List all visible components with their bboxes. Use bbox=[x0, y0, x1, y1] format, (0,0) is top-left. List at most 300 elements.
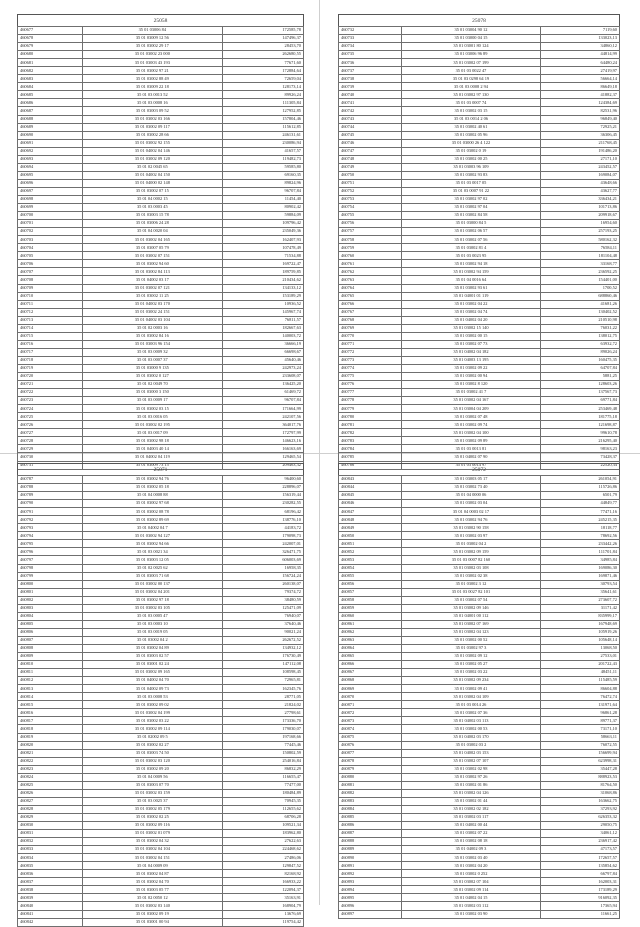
amount-cell: 89771,37 bbox=[540, 717, 619, 725]
record-id-cell: 460889 bbox=[339, 846, 402, 854]
account-code-cell: 35 01 03003 05 77 bbox=[82, 886, 223, 894]
record-id-cell: 460740 bbox=[339, 91, 402, 99]
amount-cell: 162003,31 bbox=[540, 878, 619, 886]
table-row bbox=[339, 540, 620, 548]
amount-cell: 35163,91 bbox=[223, 894, 304, 902]
account-code-cell: 35 01 03000 04 15 bbox=[402, 35, 540, 43]
amount-cell: 105919,26 bbox=[540, 628, 619, 636]
table-row bbox=[18, 228, 304, 236]
account-code-cell: 35 01 03002 04 87 bbox=[82, 870, 223, 878]
record-id-cell: 460871 bbox=[339, 701, 402, 709]
record-id-cell: 460838 bbox=[18, 886, 83, 894]
record-id-cell: 460690 bbox=[18, 131, 83, 139]
record-id-cell: 460686 bbox=[18, 99, 83, 107]
account-code-cell: 35 01 03002 07 56 bbox=[402, 236, 540, 244]
amount-cell: 11661,25 bbox=[540, 910, 619, 918]
account-code-cell: 35 01 03002 3 12 bbox=[402, 580, 540, 588]
record-id-cell: 460872 bbox=[339, 709, 402, 717]
record-id-cell: 460832 bbox=[18, 838, 83, 846]
amount-cell: 22520,34 bbox=[540, 461, 619, 469]
record-id-cell: 460747 bbox=[339, 147, 402, 155]
record-id-cell: 460778 bbox=[339, 397, 402, 405]
table-row bbox=[18, 644, 304, 652]
record-id-cell: 460792 bbox=[18, 516, 83, 524]
amount-cell: 70945,35 bbox=[223, 797, 304, 805]
record-id-cell: 460725 bbox=[18, 413, 83, 421]
amount-cell: 167948,69 bbox=[540, 620, 619, 628]
table-row bbox=[339, 878, 620, 886]
amount-cell: 38480,59 bbox=[223, 596, 304, 604]
account-code-cell: 35 01 03002 73 40 bbox=[402, 484, 540, 492]
table-row bbox=[339, 636, 620, 644]
amount-cell: 1700,52 bbox=[540, 284, 619, 292]
account-code-cell: 35 01 03002 06 57 bbox=[402, 228, 540, 236]
record-id-cell: 460853 bbox=[339, 556, 402, 564]
amount-cell: 44849,77 bbox=[540, 500, 619, 508]
amount-cell: 172797,99 bbox=[223, 429, 304, 437]
record-id-cell: 460777 bbox=[339, 389, 402, 397]
account-code-cell: 35 01 03002 81 4 bbox=[402, 244, 540, 252]
record-id-cell: 460782 bbox=[339, 429, 402, 437]
record-id-cell: 460847 bbox=[339, 508, 402, 516]
account-code-cell: 35 01 03002 94 159 bbox=[402, 268, 540, 276]
record-id-cell: 460892 bbox=[339, 870, 402, 878]
record-id-cell: 460893 bbox=[339, 878, 402, 886]
account-code-cell: 35 01 03002 03 140 bbox=[82, 902, 223, 910]
account-code-cell: 35 01 03002 90 158 bbox=[402, 524, 540, 532]
amount-cell: 6501,79 bbox=[540, 492, 619, 500]
table-row bbox=[18, 757, 304, 765]
amount-cell: 163662,75 bbox=[540, 797, 619, 805]
record-id-cell: 460878 bbox=[339, 757, 402, 765]
table-row bbox=[339, 572, 620, 580]
ledger-table bbox=[338, 26, 620, 470]
amount-cell: 134932,12 bbox=[223, 644, 304, 652]
record-id-cell: 460682 bbox=[18, 67, 83, 75]
table-row bbox=[18, 83, 304, 91]
record-id-cell: 460721 bbox=[18, 381, 83, 389]
account-code-cell: 35 01 04002 03 170 bbox=[402, 733, 540, 741]
amount-cell: 98163,23 bbox=[540, 445, 619, 453]
table-row bbox=[339, 373, 620, 381]
account-code-cell: 35 01 03006 24 28 bbox=[82, 220, 223, 228]
record-id-cell: 460771 bbox=[339, 340, 402, 348]
amount-cell: 13676,69 bbox=[223, 910, 304, 918]
record-id-cell: 460828 bbox=[18, 805, 83, 813]
amount-cell: 44183,72 bbox=[223, 524, 304, 532]
table-row bbox=[18, 797, 304, 805]
table-row bbox=[339, 733, 620, 741]
amount-cell: 72925,21 bbox=[540, 123, 619, 131]
amount-cell: 18118,77 bbox=[540, 524, 619, 532]
amount-cell: 34061,12 bbox=[540, 830, 619, 838]
table-row bbox=[18, 316, 304, 324]
record-id-cell: 460808 bbox=[18, 644, 83, 652]
account-code-cell: 35 01 03 0007 91 22 bbox=[402, 187, 540, 195]
account-code-cell: 35 01 03 0007 82 160 bbox=[402, 556, 540, 564]
account-code-cell: 35 01 03003 09 52 bbox=[82, 107, 223, 115]
account-code-cell: 35 01 03 0025 37 bbox=[82, 797, 223, 805]
amount-cell: 45640,46 bbox=[223, 356, 304, 364]
table-row bbox=[18, 693, 304, 701]
account-code-cell: 35 01 03002 09 89 bbox=[402, 437, 540, 445]
record-id-cell: 460711 bbox=[18, 300, 83, 308]
amount-cell: 71534,88 bbox=[223, 252, 304, 260]
record-id-cell: 460806 bbox=[18, 628, 83, 636]
account-code-cell: 35 01 04003 40 14 bbox=[82, 445, 223, 453]
amount-cell: 172884,64 bbox=[223, 67, 304, 75]
record-id-cell: 460688 bbox=[18, 115, 83, 123]
account-code-cell: 35 01 03 0019 05 bbox=[82, 628, 223, 636]
amount-cell: 150802,59 bbox=[223, 749, 304, 757]
record-id-cell: 460761 bbox=[339, 260, 402, 268]
account-code-cell: 35 01 03002 04 20 bbox=[402, 862, 540, 870]
amount-cell: 166163,69 bbox=[223, 445, 304, 453]
account-code-cell: 35 01 03002 02 98 bbox=[402, 765, 540, 773]
amount-cell: 76584,11 bbox=[540, 244, 619, 252]
amount-cell: 242973,24 bbox=[223, 364, 304, 372]
amount-cell: 179098,73 bbox=[223, 532, 304, 540]
record-id-cell: 460722 bbox=[18, 389, 83, 397]
account-code-cell: 35 01 03002 08 78 bbox=[82, 508, 223, 516]
amount-cell: 176730,49 bbox=[223, 653, 304, 661]
record-id-cell: 460827 bbox=[18, 797, 83, 805]
amount-cell: 82531,96 bbox=[540, 107, 619, 115]
account-code-cell: 35 01 03002 09 22 bbox=[402, 364, 540, 372]
account-code-cell: 35 01 03002 0 127 bbox=[82, 373, 223, 381]
account-code-cell: 35 01 03002 04 2 bbox=[402, 540, 540, 548]
account-code-cell: 35 01 03002 03 112 bbox=[402, 902, 540, 910]
table-row bbox=[339, 91, 620, 99]
table-row bbox=[339, 749, 620, 757]
amount-cell: 79374,72 bbox=[223, 588, 304, 596]
amount-cell: 68706,28 bbox=[223, 813, 304, 821]
record-id-cell: 460801 bbox=[18, 588, 83, 596]
amount-cell: 121698,87 bbox=[540, 421, 619, 429]
record-id-cell: 460718 bbox=[18, 356, 83, 364]
record-id-cell: 460877 bbox=[339, 749, 402, 757]
account-code-cell: 35 01 03002 97 04 bbox=[402, 204, 540, 212]
amount-cell: 153189,29 bbox=[223, 292, 304, 300]
table-row bbox=[18, 35, 304, 43]
record-id-cell: 460750 bbox=[339, 171, 402, 179]
table-row bbox=[18, 308, 304, 316]
account-code-cell: 35 01 03002 97 18 bbox=[82, 596, 223, 604]
record-id-cell: 460703 bbox=[18, 236, 83, 244]
account-code-cell: 35 01 04002 04 182 bbox=[402, 348, 540, 356]
table-row bbox=[18, 813, 304, 821]
record-id-cell: 460769 bbox=[339, 324, 402, 332]
account-code-cell: 35 01 03000 9 135 bbox=[82, 364, 223, 372]
amount-cell: 72659,04 bbox=[223, 75, 304, 83]
table-row bbox=[18, 429, 304, 437]
amount-cell: 58663,11 bbox=[540, 733, 619, 741]
table-row bbox=[339, 292, 620, 300]
account-code-cell: 35 01 03002 04 167 bbox=[402, 397, 540, 405]
amount-cell: 253469,48 bbox=[540, 405, 619, 413]
account-code-cell: 35 01 03002 02 182 bbox=[402, 805, 540, 813]
amount-cell: 101713,86 bbox=[540, 204, 619, 212]
amount-cell: 73428,37 bbox=[540, 453, 619, 461]
account-code-cell: 35 01 03002 15 140 bbox=[402, 324, 540, 332]
account-code-cell: 35 01 03001 02 24 bbox=[82, 661, 223, 669]
record-id-cell: 460749 bbox=[339, 163, 402, 171]
account-code-cell: 35 01 03002 04 199 bbox=[82, 709, 223, 717]
account-code-cell: 35 01 03003 71 68 bbox=[82, 572, 223, 580]
account-code-cell: 35 01 03002 03 22 bbox=[82, 717, 223, 725]
account-code-cell: 35 01 03006 84 bbox=[82, 27, 223, 35]
record-id-cell: 460720 bbox=[18, 373, 83, 381]
account-code-cell: 35 01 03002 09 146 bbox=[402, 604, 540, 612]
table-row bbox=[339, 316, 620, 324]
table-row bbox=[18, 276, 304, 284]
account-code-cell: 35 01 03 0021 34 bbox=[82, 548, 223, 556]
account-code-cell: 35 01 03000 84 5 bbox=[402, 220, 540, 228]
amount-cell: 254016,84 bbox=[223, 757, 304, 765]
amount-cell: 122094,37 bbox=[223, 886, 304, 894]
account-code-cell: 35 01 04001 00 112 bbox=[402, 612, 540, 620]
table-row bbox=[339, 532, 620, 540]
account-code-cell: 35 01 03002 03 117 bbox=[402, 813, 540, 821]
record-id-cell: 460895 bbox=[339, 894, 402, 902]
amount-cell: 77445,46 bbox=[223, 741, 304, 749]
table-row bbox=[339, 854, 620, 862]
table-row bbox=[339, 187, 620, 195]
amount-cell: 27798,61 bbox=[223, 709, 304, 717]
record-id-cell: 460831 bbox=[18, 830, 83, 838]
amount-cell: 245215,35 bbox=[540, 516, 619, 524]
amount-cell: 77671,60 bbox=[223, 59, 304, 67]
amount-cell: 66797,84 bbox=[540, 870, 619, 878]
account-code-cell: 35 01 03002 09 114 bbox=[82, 725, 223, 733]
record-id-cell: 460816 bbox=[18, 709, 83, 717]
amount-cell: 96861,28 bbox=[540, 709, 619, 717]
table-row bbox=[339, 356, 620, 364]
record-id-cell: 460699 bbox=[18, 204, 83, 212]
account-code-cell: 35 01 03002 07 151 bbox=[82, 252, 223, 260]
account-code-cell: 35 01 03002 09 114 bbox=[402, 886, 540, 894]
amount-cell: 147496,37 bbox=[223, 35, 304, 43]
table-row bbox=[339, 628, 620, 636]
amount-cell: 33168,77 bbox=[540, 260, 619, 268]
table-row bbox=[339, 348, 620, 356]
record-id-cell: 460733 bbox=[339, 35, 402, 43]
record-id-cell: 460881 bbox=[339, 781, 402, 789]
account-code-cell: 35 01 03002 94 18 bbox=[402, 260, 540, 268]
record-id-cell: 460862 bbox=[339, 628, 402, 636]
account-code-cell: 35 01 03002 24 151 bbox=[82, 308, 223, 316]
table-row bbox=[339, 709, 620, 717]
table-row bbox=[18, 252, 304, 260]
account-code-cell: 35 01 03002 04 89 bbox=[82, 644, 223, 652]
table-row bbox=[339, 822, 620, 830]
amount-cell: 16958,35 bbox=[223, 564, 304, 572]
record-id-cell: 460807 bbox=[18, 636, 83, 644]
account-code-cell: 35 01 03002 01 44 bbox=[402, 797, 540, 805]
account-code-cell: 35 01 04002 09 3 bbox=[402, 846, 540, 854]
account-code-cell: 35 01 03002 07 73 bbox=[402, 340, 540, 348]
table-row bbox=[18, 268, 304, 276]
record-id-cell: 460873 bbox=[339, 717, 402, 725]
amount-cell: 36306,45 bbox=[540, 131, 619, 139]
table-row bbox=[18, 284, 304, 292]
account-code-cell: 35 01 04000 02 148 bbox=[82, 179, 223, 187]
block-title: 25072 bbox=[338, 463, 620, 475]
amount-cell: 119754,42 bbox=[223, 918, 304, 926]
account-code-cell: 35 01 03002 07 22 bbox=[402, 830, 540, 838]
amount-cell: 35641,61 bbox=[540, 588, 619, 596]
account-code-cell: 35 01 03002 04 32 bbox=[82, 838, 223, 846]
amount-cell: 111701,84 bbox=[540, 548, 619, 556]
table-row bbox=[339, 107, 620, 115]
table-row bbox=[339, 340, 620, 348]
amount-cell: 210434,62 bbox=[223, 276, 304, 284]
table-row bbox=[18, 373, 304, 381]
table-row bbox=[18, 147, 304, 155]
account-code-cell: 35 01 03002 09 12 bbox=[402, 653, 540, 661]
table-row bbox=[339, 300, 620, 308]
amount-cell: 179030,07 bbox=[223, 725, 304, 733]
amount-cell: 37640,46 bbox=[223, 620, 304, 628]
record-id-cell: 460755 bbox=[339, 212, 402, 220]
account-code-cell: 35 01 04002 09 73 bbox=[82, 685, 223, 693]
amount-cell: 262672,52 bbox=[223, 636, 304, 644]
account-code-cell: 35 01 03 0007 37 bbox=[82, 356, 223, 364]
table-row bbox=[18, 628, 304, 636]
table-row bbox=[18, 43, 304, 51]
record-id-cell: 460705 bbox=[18, 252, 83, 260]
account-code-cell: 35 01 03002 03 97 bbox=[402, 532, 540, 540]
record-id-cell: 460765 bbox=[339, 292, 402, 300]
amount-cell: 27622,63 bbox=[223, 838, 304, 846]
account-code-cell: 35 01 03 0014 26 bbox=[402, 701, 540, 709]
table-row bbox=[339, 910, 620, 918]
account-code-cell: 35 01 03002 40 61 bbox=[402, 123, 540, 131]
table-row bbox=[18, 484, 304, 492]
amount-cell: 16954,60 bbox=[540, 220, 619, 228]
amount-cell: 41657,57 bbox=[223, 147, 304, 155]
amount-cell: 41681,26 bbox=[540, 300, 619, 308]
record-id-cell: 460692 bbox=[18, 147, 83, 155]
record-id-cell: 460715 bbox=[18, 332, 83, 340]
account-code-cell: 35 01 03 0009 17 bbox=[82, 397, 223, 405]
record-id-cell: 460860 bbox=[339, 612, 402, 620]
table-row bbox=[18, 701, 304, 709]
account-code-cell: 35 01 03002 03 15 bbox=[402, 107, 540, 115]
account-code-cell: 35 01 03002 94 60 bbox=[82, 260, 223, 268]
account-code-cell: 35 01 04 0020 04 bbox=[82, 228, 223, 236]
amount-cell: 169084,07 bbox=[540, 171, 619, 179]
ledger-table bbox=[338, 475, 620, 919]
record-id-cell: 460680 bbox=[18, 51, 83, 59]
record-id-cell: 460735 bbox=[339, 51, 402, 59]
table-row bbox=[339, 677, 620, 685]
account-code-cell: 35 01 03 0008 2 94 bbox=[402, 83, 540, 91]
table-row bbox=[18, 540, 304, 548]
account-code-cell: 35 01 03 0017 09 bbox=[82, 429, 223, 437]
table-row bbox=[339, 701, 620, 709]
account-code-cell: 35 01 02 0003 16 bbox=[82, 324, 223, 332]
record-id-cell: 460834 bbox=[18, 854, 83, 862]
table-row bbox=[339, 669, 620, 677]
amount-cell: 140003,72 bbox=[223, 332, 304, 340]
amount-cell: 169722,47 bbox=[223, 260, 304, 268]
record-id-cell: 460823 bbox=[18, 765, 83, 773]
amount-cell: 69160,35 bbox=[223, 171, 304, 179]
record-id-cell: 460743 bbox=[339, 115, 402, 123]
table-row bbox=[339, 620, 620, 628]
amount-cell: 44814,99 bbox=[540, 51, 619, 59]
account-code-cell: 35 01 03002 02 25 bbox=[82, 813, 223, 821]
record-id-cell: 460882 bbox=[339, 789, 402, 797]
account-code-cell: 35 01 03002 94 127 bbox=[82, 532, 223, 540]
amount-cell: 131971,64 bbox=[540, 701, 619, 709]
record-id-cell: 460887 bbox=[339, 830, 402, 838]
account-code-cell: 35 01 03006 96 89 bbox=[402, 51, 540, 59]
record-id-cell: 460742 bbox=[339, 107, 402, 115]
amount-cell: 124384,69 bbox=[540, 99, 619, 107]
table-row bbox=[18, 300, 304, 308]
table-row bbox=[339, 27, 620, 35]
amount-cell: 233608,07 bbox=[223, 373, 304, 381]
table-row bbox=[18, 187, 304, 195]
amount-cell: 96849,40 bbox=[540, 115, 619, 123]
account-code-cell: 35 01 03 0003 45 bbox=[82, 204, 223, 212]
block-title: 25058 bbox=[17, 14, 304, 26]
account-code-cell: 35 01 03002 23 000 bbox=[82, 51, 223, 59]
record-id-cell: 460713 bbox=[18, 316, 83, 324]
record-id-cell: 460896 bbox=[339, 902, 402, 910]
account-code-cell: 35 01 03002 00 25 bbox=[402, 155, 540, 163]
table-row bbox=[18, 653, 304, 661]
table-row bbox=[18, 75, 304, 83]
record-id-cell: 460852 bbox=[339, 548, 402, 556]
record-id-cell: 460745 bbox=[339, 131, 402, 139]
account-code-cell: 35 01 04 0000 06 bbox=[402, 492, 540, 500]
amount-cell: 21824,02 bbox=[223, 701, 304, 709]
amount-cell: 68196,42 bbox=[223, 508, 304, 516]
record-id-cell: 460748 bbox=[339, 155, 402, 163]
amount-cell: 336434,21 bbox=[540, 195, 619, 203]
record-id-cell: 460810 bbox=[18, 661, 83, 669]
account-code-cell: 35 01 04002 04 150 bbox=[82, 171, 223, 179]
account-code-cell: 35 01 03 0016 05 bbox=[82, 413, 223, 421]
record-id-cell: 460727 bbox=[18, 429, 83, 437]
table-row bbox=[339, 308, 620, 316]
record-id-cell: 460830 bbox=[18, 822, 83, 830]
record-id-cell: 460698 bbox=[18, 195, 83, 203]
account-code-cell: 35 01 03002 92 155 bbox=[82, 139, 223, 147]
record-id-cell: 460709 bbox=[18, 284, 83, 292]
record-id-cell: 460844 bbox=[339, 484, 402, 492]
amount-cell: 69771,84 bbox=[540, 397, 619, 405]
table-row bbox=[339, 484, 620, 492]
table-row bbox=[18, 661, 304, 669]
table-row bbox=[18, 236, 304, 244]
record-id-cell: 460707 bbox=[18, 268, 83, 276]
table-row bbox=[18, 99, 304, 107]
account-code-cell: 35 01 03002 03 15 bbox=[82, 405, 223, 413]
amount-cell: 211768,45 bbox=[540, 139, 619, 147]
account-code-cell: 35 01 04 0009 56 bbox=[82, 773, 223, 781]
record-id-cell: 460783 bbox=[339, 437, 402, 445]
table-row bbox=[18, 564, 304, 572]
table-row bbox=[339, 75, 620, 83]
account-code-cell: 35 01 03002 07 169 bbox=[402, 620, 540, 628]
table-row bbox=[18, 822, 304, 830]
table-row bbox=[339, 324, 620, 332]
table-row bbox=[18, 717, 304, 725]
